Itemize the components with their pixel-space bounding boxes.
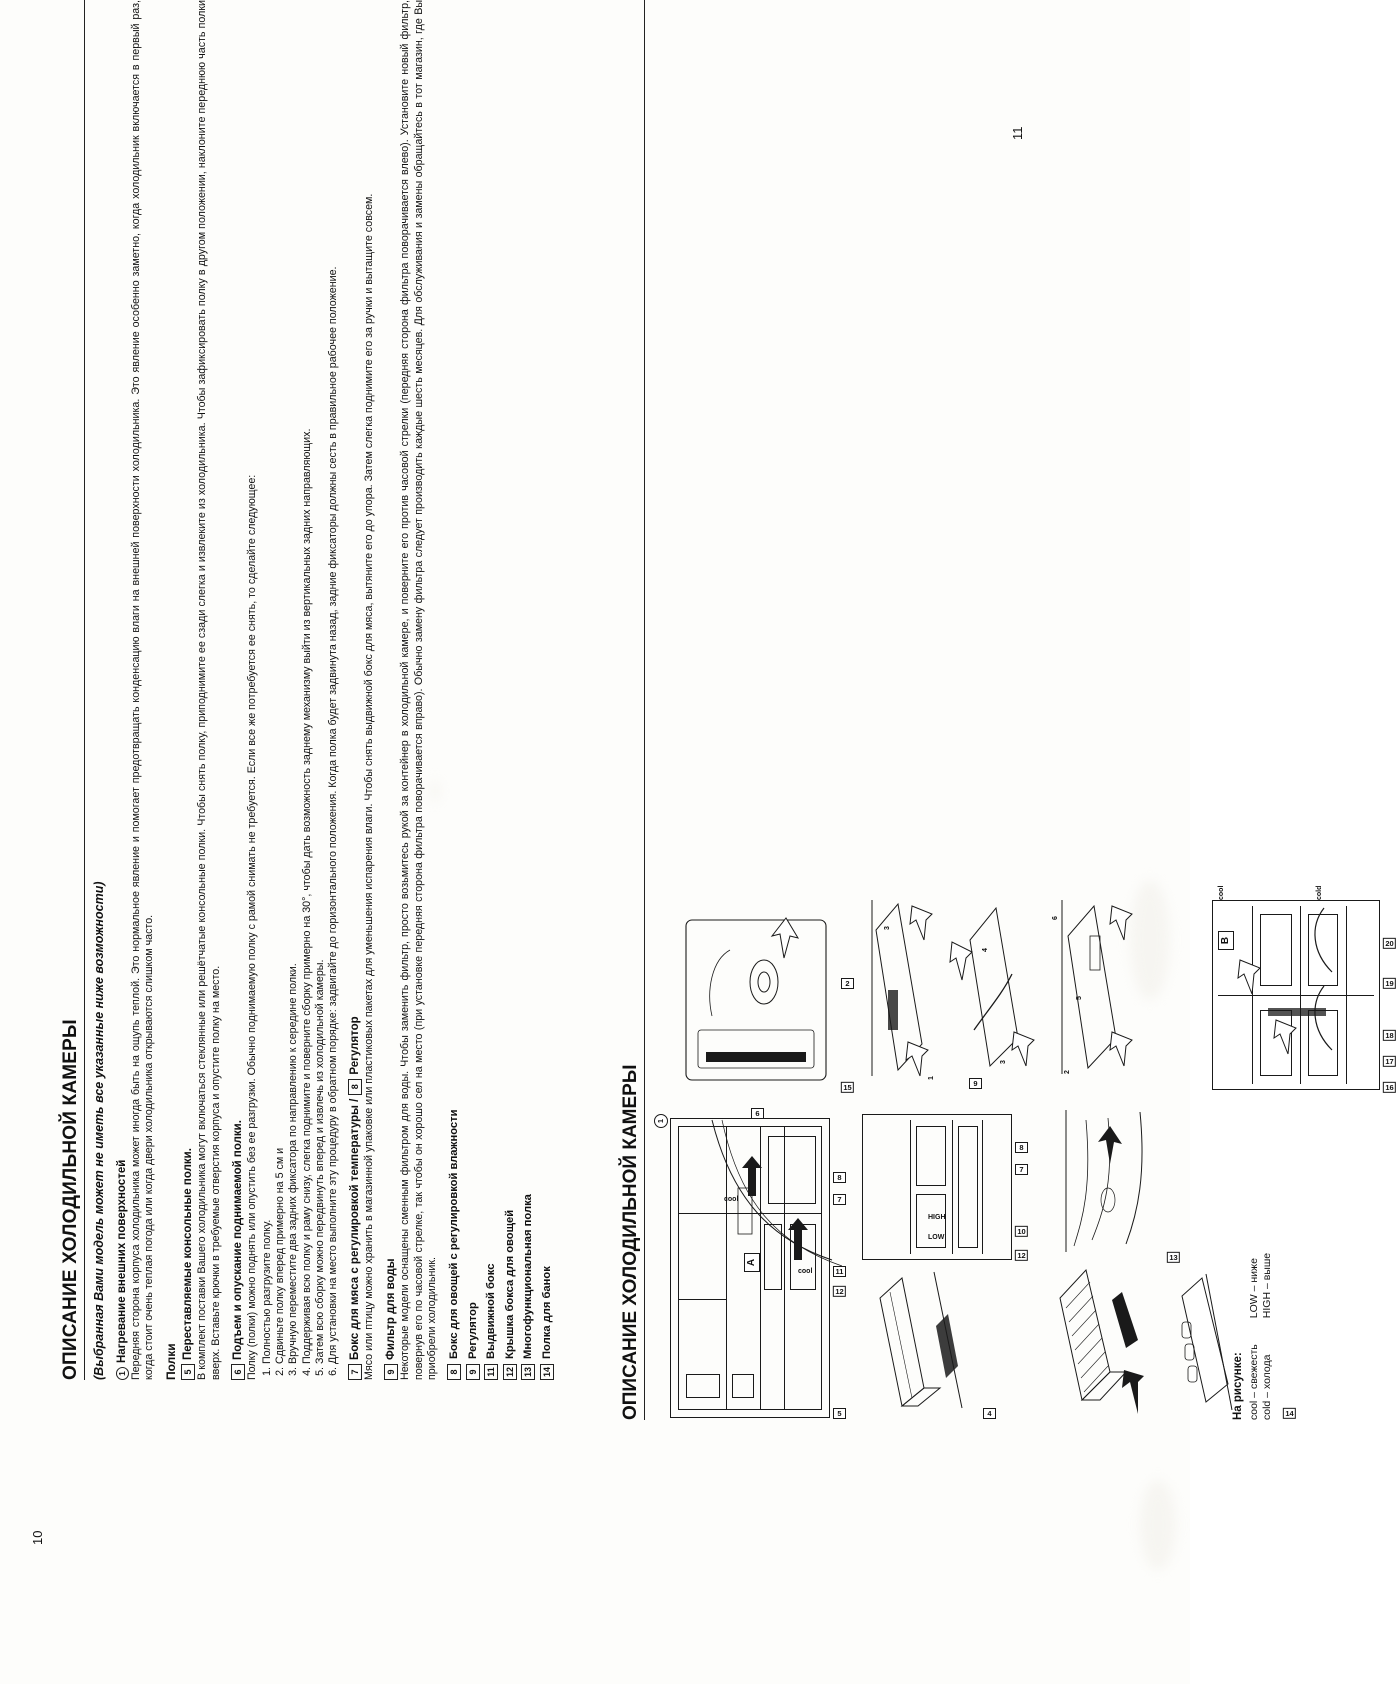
legend-term: cold	[1261, 1400, 1273, 1420]
section-body: Мясо или птицу можно хранить в магазинной упаковке или пластиковых пакетах для уменьшения испарения влаги. Чтобы снять выдвижной бокс для мяса, вытяните его до упора. Затем слегка поднимите его за ручки и вытащите совсем.	[363, 193, 376, 1380]
list-item	[540, 0, 554, 1380]
shelf-line	[982, 1120, 983, 1254]
marker-box: 13	[521, 1364, 535, 1380]
marker-box-8: 8	[348, 1079, 362, 1095]
figure-hatched-shelf	[1052, 1258, 1162, 1418]
page-subtitle: (Выбранная Вами модель может не иметь все указанные ниже возможности)	[92, 881, 106, 1380]
page-title-right: ОПИСАНИЕ ХОЛОДИЛЬНОЙ КАМЕРЫ	[620, 1064, 641, 1420]
callout-18: 18	[1383, 1030, 1396, 1041]
list-item	[466, 0, 480, 1380]
section-heading-text: Нагревание внешних поверхностей	[116, 1159, 128, 1363]
callout-14: 14	[1283, 1408, 1296, 1419]
tag-cool: cool	[798, 1268, 813, 1275]
list-item: 5. Затем всю сборку можно передвинуть вперед и извлечь из холодильной камеры.	[314, 0, 327, 1364]
page-number-left: 10	[30, 1530, 45, 1545]
list-item	[447, 0, 461, 1380]
step-arrow-4: 4	[982, 948, 989, 952]
section-surface-heating	[116, 0, 156, 1380]
group-heading-shelves: Полки	[164, 1343, 179, 1380]
step-arrow-3: 3	[884, 926, 891, 930]
callout-16: 16	[1383, 1082, 1396, 1093]
section-water-filter	[384, 0, 439, 1380]
callout-6: 6	[751, 1108, 764, 1119]
door-bin	[732, 1374, 754, 1398]
legend-label: Многофункциональная полка	[522, 1194, 535, 1359]
section-body: Некоторые модели оснащены сменным фильтром для воды. Чтобы заменить фильтр, просто возьмитесь рукой за контейнер в холодильной камере, и поверните его против часовой стрелки (передняя сторона фильтра поворачивается влево). Установите новый фильтр, повернув его по часовой стрелке, так чтобы он хорошо сел на место (при установке передняя сторона фильтра поворачивается вправо). Обычно замену фильтра следует производить каждые шесть месяцев. Для обслуживания и замены обращайтесь в тот магазин, где Вы приобрели холодильник.	[399, 0, 438, 1380]
control-label-high: HIGH	[928, 1214, 946, 1221]
right-page-content	[620, 0, 1394, 1420]
section-heading	[348, 0, 362, 1380]
tag-cold: cold	[1316, 885, 1323, 900]
step-arrow-2: 2	[1064, 1070, 1071, 1074]
section-body: Полку (полки) можно поднять или опустить без ее разгрузки. Обычно поднимаемую полку с рамой снимать не требуется. Если все же потребуется ее снять, то сделайте следующее:	[245, 474, 258, 1380]
section-heading	[181, 0, 195, 1380]
scan-artifact	[1140, 1480, 1176, 1570]
legend-term: LOW	[1248, 1294, 1260, 1319]
callout-13: 13	[1167, 1252, 1180, 1263]
legend-label: Полка для банок	[540, 1266, 553, 1359]
figure-drawer-pullout	[1052, 1100, 1172, 1260]
marker-box-7: 7	[348, 1364, 362, 1380]
callout-4: 4	[983, 1408, 996, 1419]
section-heading	[231, 0, 245, 1380]
step-arrow-1: 1	[928, 1076, 935, 1080]
title-divider-right	[644, 0, 645, 1420]
step-arrow-6: 6	[1052, 916, 1059, 920]
callout-7b: 7	[1015, 1164, 1028, 1175]
callout-7: 7	[833, 1194, 846, 1205]
list-item: 6. Для установки на место выполните эту процедуру в обратном порядке: задвигайте до горизонтального положения. Когда полка будет задвинута назад, задние фиксаторы должны сесть в правильное рабочее положение.	[327, 0, 340, 1364]
marker-box-5: 5	[181, 1364, 195, 1380]
tag-cool-3: cool	[1218, 885, 1225, 900]
marker-box: 14	[540, 1364, 554, 1380]
step-arrow-3b: 3	[1000, 1060, 1007, 1064]
marker-box: 8	[447, 1364, 461, 1380]
callout-12: 12	[833, 1286, 846, 1297]
list-item	[503, 0, 517, 1380]
marker-box: 12	[503, 1364, 517, 1380]
left-page-content	[60, 0, 553, 1380]
step-arrow-5: 5	[1076, 996, 1083, 1000]
section-cantilever-shelves	[181, 0, 222, 1380]
legend-term: cool	[1248, 1400, 1260, 1420]
section-heading-text: Бокс для мяса с регулировкой температуры /	[349, 1098, 362, 1360]
page-number-right: 11	[1010, 126, 1025, 140]
airflow-detail	[682, 1110, 852, 1270]
figure-can-rack	[1172, 1268, 1282, 1418]
parts-legend-list	[447, 0, 554, 1380]
section-meat-drawer	[348, 0, 376, 1380]
panel-label-b: B	[1218, 931, 1234, 950]
legend-value: – свежесть	[1248, 1344, 1260, 1398]
section-heading	[116, 0, 129, 1380]
figure-control-console	[672, 910, 842, 1090]
marker-box-9: 9	[384, 1364, 398, 1380]
section-heading-text: Переставляемые консольные полки.	[182, 1148, 195, 1360]
legend-label: Регулятор	[466, 1302, 479, 1359]
list-item: 3. Вручную переместите два задних фиксатора по направлению к середине полки.	[287, 0, 300, 1364]
section-heading-text: Подъем и опускание поднимаемой полки.	[231, 1120, 244, 1360]
callout-8b: 8	[1015, 1142, 1028, 1153]
legend-value: – выше	[1261, 1252, 1273, 1290]
callout-5: 5	[833, 1408, 846, 1419]
callout-19: 19	[1383, 978, 1396, 989]
section-heading-text-2: Регулятор	[349, 1016, 362, 1075]
tag-cool-2: cool	[724, 1196, 739, 1203]
legend-label: Бокс для овощей с регулировкой влажности	[448, 1109, 461, 1359]
callout-9: 9	[969, 1078, 982, 1089]
list-item: 4. Поддерживая всю полку и раму снизу, слегка поднимите и поверните сборку примерно на 30°, чтобы дать возможность заднему механизму выйти из вертикальных задних направляющих.	[301, 0, 314, 1364]
callout-2: 2	[841, 978, 854, 989]
page-title: ОПИСАНИЕ ХОЛОДИЛЬНОЙ КАМЕРЫ	[60, 1019, 81, 1380]
legend-label: Крышка бокса для овощей	[503, 1209, 516, 1359]
section-liftable-shelf	[231, 0, 340, 1380]
marker-box: 11	[484, 1364, 498, 1380]
title-divider	[84, 0, 85, 1380]
shelf-line	[910, 1120, 911, 1254]
callout-11: 11	[833, 1266, 846, 1277]
list-item: 2. Сдвиньте полку вперед примерно на 5 см и	[274, 0, 287, 1364]
legend-label: Выдвижной бокс	[485, 1263, 498, 1359]
callout-10: 10	[1015, 1226, 1028, 1237]
section-body: Передняя сторона корпуса холодильника может иногда быть на ощупь теплой. Это нормальное явление и помогает предотвращать конденсацию влаги на внешней поверхности холодильника. Это явление особенно заметно, когда холодильник включается в первый раз, когда стоит очень теплая погода или когда двери холодильника открываются слишком часто.	[130, 0, 156, 1380]
shelf-detail-lines	[862, 1268, 980, 1418]
door-bin	[686, 1374, 720, 1398]
callout-17: 17	[1383, 1056, 1396, 1067]
legend-term: HIGH	[1261, 1291, 1273, 1319]
callout-8: 8	[833, 1172, 846, 1183]
panel-label-a: A	[744, 1253, 760, 1272]
section-heading	[384, 0, 398, 1380]
callout-circle-1: 1	[654, 1114, 668, 1128]
step-list	[261, 0, 340, 1380]
section-heading-text: Фильтр для воды	[385, 1258, 398, 1360]
legend-value: – холода	[1261, 1354, 1273, 1398]
shelf-line	[952, 1120, 953, 1254]
control-label-low: LOW	[928, 1234, 945, 1241]
section-body: В комплект поставки Вашего холодильника могут включаться стеклянные или решётчатые консольные полки. Чтобы снять полку, приподнимите ее сзади слегка и извлеките из холодильника. Чтобы зафиксировать полку в другом положении, наклоните переднюю часть полки вверх. Вставьте крючки в требуемые отверстия корпуса и опустите полку на место.	[196, 0, 222, 1380]
vegetable-drawer	[916, 1126, 946, 1186]
marker-box: 9	[466, 1364, 480, 1380]
list-item	[484, 0, 498, 1380]
figure-shelf-removal-steps	[862, 890, 1162, 1090]
divider-line	[678, 1299, 726, 1300]
list-item: 1. Полностью разгрузите полку.	[261, 0, 274, 1364]
marker-box-6: 6	[231, 1364, 245, 1380]
legend-value: – ниже	[1248, 1258, 1260, 1292]
callout-15: 15	[841, 1082, 854, 1093]
list-item	[521, 0, 535, 1380]
legend-rows	[1248, 0, 1274, 1420]
legend-title: На рисунке:	[1232, 1352, 1244, 1420]
callout-12b: 12	[1015, 1250, 1028, 1261]
marker-circle-1: 1	[116, 1367, 129, 1380]
bottom-shelf	[958, 1126, 978, 1248]
panel-b-arrows	[1212, 898, 1382, 1090]
callout-20: 20	[1383, 938, 1396, 949]
